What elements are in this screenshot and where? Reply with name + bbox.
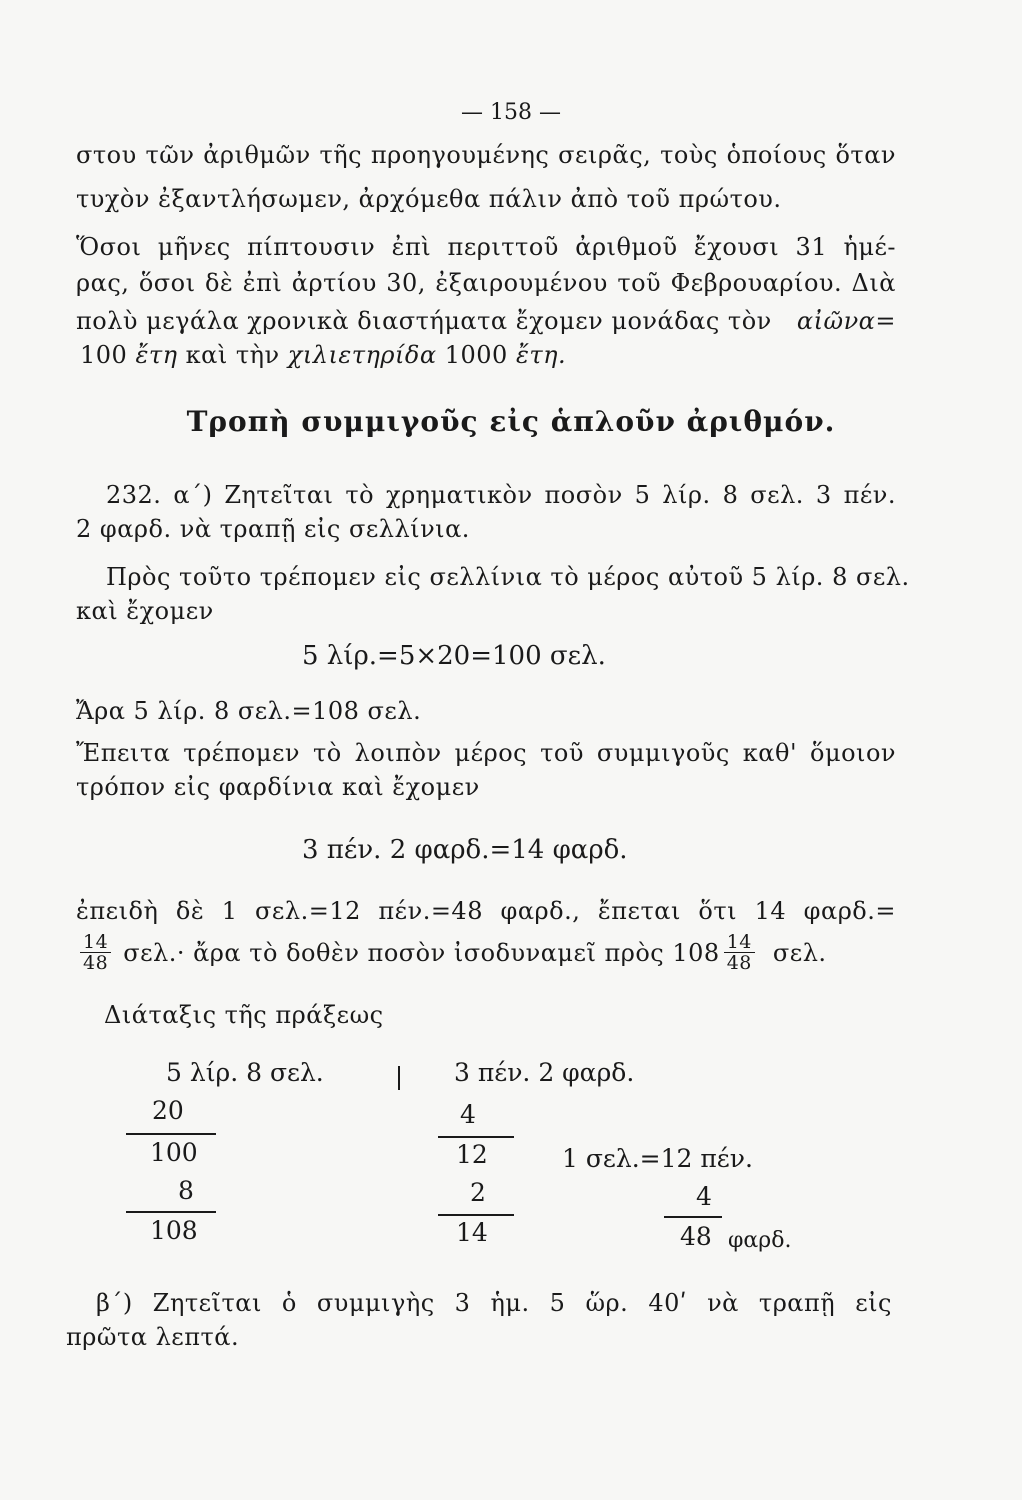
text-line [76,932,896,973]
text-line: Διάταξις τῆς πράξεως [104,1001,384,1029]
text-line: β΄) Ζητεῖται ὁ συμμιγὴς 3 ἡμ. 5 ὥρ. 40ʹ νὰ τραπῇ εἰς [96,1289,892,1317]
text-line: Ὅσοι μῆνες πίπτουσιν ἐπὶ περιττοῦ ἀριθμοῦ ἔχουσι 31 ἡμέ- [76,233,896,261]
equation: 3 πέν. 2 φαρδ.=14 φαρδ. [302,835,628,865]
text-segment: αἰῶνα= [796,307,896,335]
text-line: τυχὸν ἐξαντλήσωμεν, ἀρχόμεθα πάλιν ἀπὸ τοῦ πρώτου. [76,185,782,213]
text-line: στου τῶν ἀριθμῶν τῆς προηγουμένης σειρᾶς, τοὺς ὁποίους ὅταν [76,141,896,169]
text-line: πρῶτα λεπτά. [66,1323,240,1351]
layout-value: 20 [152,1096,184,1125]
text-segment: πολὺ μεγάλα χρονικὰ διαστήματα ἔχομεν μονάδας τὸν [76,307,772,335]
text-line [76,306,896,336]
text-line: Ἄρα 5 λίρ. 8 σελ.=108 σελ. [76,697,422,725]
layout-value: 48 [680,1222,712,1251]
layout-mid-header: 3 πέν. 2 φαρδ. [454,1058,635,1087]
fraction [80,932,111,973]
fraction-denominator: 48 [83,952,109,974]
text-segment: χιλιετηρίδα [287,341,437,369]
fraction-numerator: 14 [80,932,111,953]
fraction-denominator: 48 [726,952,752,974]
layout-divider [398,1066,400,1090]
text-segment: καὶ τὴν [185,341,280,369]
fraction-numerator: 14 [724,932,755,953]
layout-right-eq: 1 σελ.=12 πέν. [562,1144,753,1173]
text-segment: ἔτη. [515,341,567,369]
layout-left-header: 5 λίρ. 8 σελ. [166,1058,324,1087]
text-segment: ἔτη [135,341,178,369]
sum-rule [126,1133,216,1135]
text-segment: σελ.· ἄρα τὸ δοθὲν ποσὸν ἰσοδυναμεῖ πρὸς 108 [123,938,720,967]
layout-value: 4 [460,1100,476,1129]
layout-value: 2 [470,1178,486,1207]
text-line: καὶ ἔχομεν [76,597,214,625]
fraction [724,932,755,973]
text-line: 2 φαρδ. νὰ τραπῇ εἰς σελλίνια. [76,515,470,543]
equation: 5 λίρ.=5×20=100 σελ. [302,641,606,671]
text-line: ἐπειδὴ δὲ 1 σελ.=12 πέν.=48 φαρδ., ἔπεται ὅτι 14 φαρδ.= [76,897,896,925]
sum-rule [126,1211,216,1213]
layout-value: 100 [150,1138,198,1167]
text-line: τρόπον εἰς φαρδίνια καὶ ἔχομεν [76,773,480,801]
text-line: Πρὸς τοῦτο τρέπομεν εἰς σελλίνια τὸ μέρος αὐτοῦ 5 λίρ. 8 σελ. [106,563,910,591]
layout-value: 8 [178,1176,194,1205]
page-number: — 158 — [461,100,561,125]
text-line: 232. α΄) Ζητεῖται τὸ χρηματικὸν ποσὸν 5 λίρ. 8 σελ. 3 πέν. [106,481,896,509]
text-line: Ἔπειτα τρέπομεν τὸ λοιπὸν μέρος τοῦ συμμιγοῦς καθ' ὅμοιον [76,739,896,767]
section-heading: Τροπὴ συμμιγοῦς εἰς ἁπλοῦν ἀριθμόν. [186,405,836,438]
sum-rule [664,1216,722,1218]
layout-unit: φαρδ. [728,1228,792,1253]
text-segment: σελ. [772,938,827,967]
sum-rule [438,1136,514,1138]
layout-value: 108 [150,1216,198,1245]
layout-value: 12 [456,1140,488,1169]
sum-rule [438,1214,514,1216]
layout-value: 4 [696,1182,712,1211]
text-segment: 100 [80,341,128,369]
text-line: ρας, ὅσοι δὲ ἐπὶ ἀρτίου 30, ἐξαιρουμένου τοῦ Φεβρουαρίου. Διὰ [76,269,896,297]
text-segment: 1000 [444,341,508,369]
layout-value: 14 [456,1218,488,1247]
text-line [80,340,900,370]
